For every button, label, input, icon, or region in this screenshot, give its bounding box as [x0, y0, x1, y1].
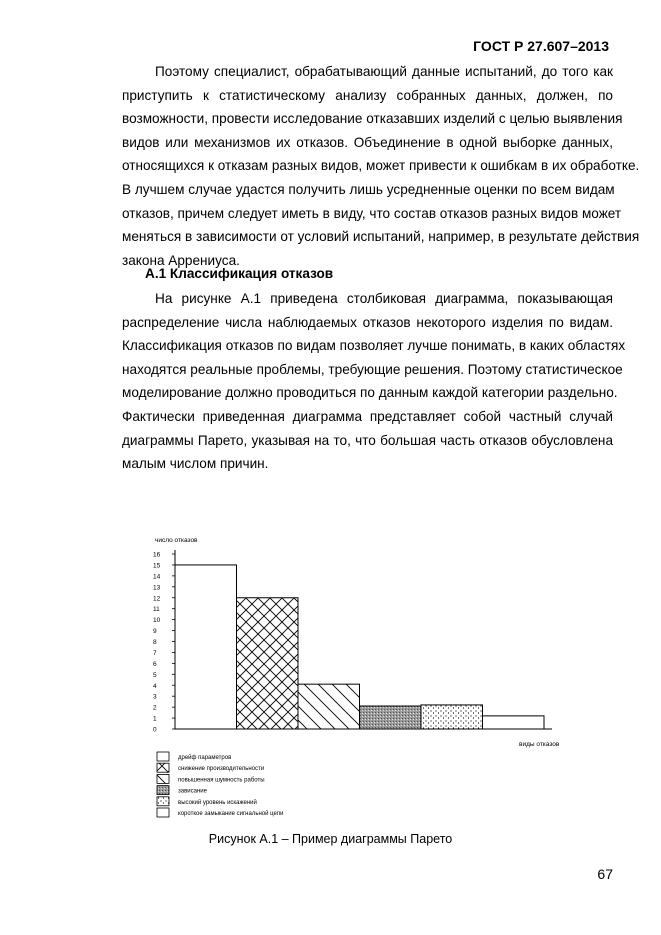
legend-label: повышенная шумность работы: [178, 777, 265, 784]
legend-label: высокий уровень искажений: [178, 799, 257, 806]
bar: [298, 684, 360, 729]
paragraph-2: [122, 287, 626, 476]
legend-swatch: [157, 797, 169, 806]
bar: [483, 716, 545, 729]
y-tick-label: 10: [153, 617, 161, 625]
legend-swatch: [157, 774, 169, 783]
text-line: малым числом причин.: [122, 456, 269, 472]
legend-swatch: [157, 808, 169, 817]
bar: [421, 705, 483, 729]
y-tick-label: 14: [153, 573, 161, 581]
legend-label: снижение производительности: [178, 766, 265, 773]
y-axis-label: число отказов: [155, 537, 198, 544]
text-line: видов или механизмов их отказов. Объединение в одной выборке данных,: [122, 134, 613, 150]
legend-swatch: [157, 752, 169, 761]
bar: [360, 706, 422, 729]
text-line: распределение числа наблюдаемых отказов некоторого изделия по видам.: [122, 314, 613, 330]
figure-caption: Рисунок А.1 – Пример диаграммы Парето: [208, 832, 453, 846]
text-line: На рисунке А.1 приведена столбиковая диаграмма, показывающая: [155, 291, 613, 306]
y-tick-label: 1: [153, 715, 157, 723]
y-tick-label: 4: [153, 682, 157, 690]
legend-label: дрейф параметров: [178, 755, 232, 761]
page-header-standard: ГОСТ Р 27.607–2013: [473, 38, 609, 54]
y-tick-label: 0: [153, 726, 157, 734]
legend-swatch: [157, 763, 169, 772]
y-tick-label: 15: [153, 562, 161, 570]
y-tick-label: 16: [153, 551, 161, 559]
y-tick-label: 8: [153, 639, 157, 646]
text-line: диаграммы Парето, указывая на то, что большая часть отказов обусловлена: [122, 432, 613, 448]
y-tick-label: 2: [153, 704, 157, 712]
y-tick-label: 5: [153, 671, 157, 679]
text-line: В лучшем случае удастся получить лишь усредненные оценки по всем видам: [122, 181, 615, 197]
y-tick-label: 13: [153, 584, 161, 592]
text-line: находятся реальные проблемы, требующие решения. Поэтому статистическое: [122, 361, 623, 377]
text-line: возможности, провести исследование отказавших изделий с целью выявления: [122, 111, 623, 127]
text-line: меняться в зависимости от условий испытаний, например, в результате действия: [122, 229, 640, 245]
y-tick-label: 12: [153, 595, 161, 603]
page-number: 67: [597, 866, 613, 882]
y-tick-label: 6: [153, 660, 157, 668]
y-tick-label: 9: [153, 628, 157, 636]
text-line: приступить к статистическому анализу собранных данных, должен, по: [122, 87, 613, 103]
text-line: отказов, причем следует иметь в виду, что состав отказов разных видов может: [122, 205, 622, 221]
text-line: закона Аррениуса.: [122, 252, 240, 268]
section-heading: А.1 Классификация отказов: [145, 266, 334, 281]
bar: [175, 565, 237, 729]
bar: [237, 598, 299, 729]
text-line: относящихся к отказам разных видов, может привести к ошибкам в их обработке.: [122, 158, 640, 174]
y-tick-label: 3: [153, 693, 157, 701]
pareto-chart: [0, 520, 661, 820]
y-tick-label: 7: [153, 649, 157, 657]
legend-swatch: [157, 786, 169, 795]
legend-label: зависание: [178, 788, 207, 795]
y-tick-label: 11: [153, 606, 160, 614]
text-line: моделирование должно проводиться по данным каждой категории раздельно.: [122, 385, 618, 401]
paragraph-1: [122, 60, 640, 272]
legend-label: короткое замыкание сигнальной цепи: [178, 811, 284, 817]
text-line: Фактически приведенная диаграмма представляет собой частный случай: [122, 408, 613, 424]
text-line: Поэтому специалист, обрабатывающий данные испытаний, до того как: [155, 64, 613, 79]
text-line: Классификация отказов по видам позволяет лучше понимать, в каких областях: [122, 338, 626, 354]
x-axis-label: виды отказов: [519, 741, 560, 748]
